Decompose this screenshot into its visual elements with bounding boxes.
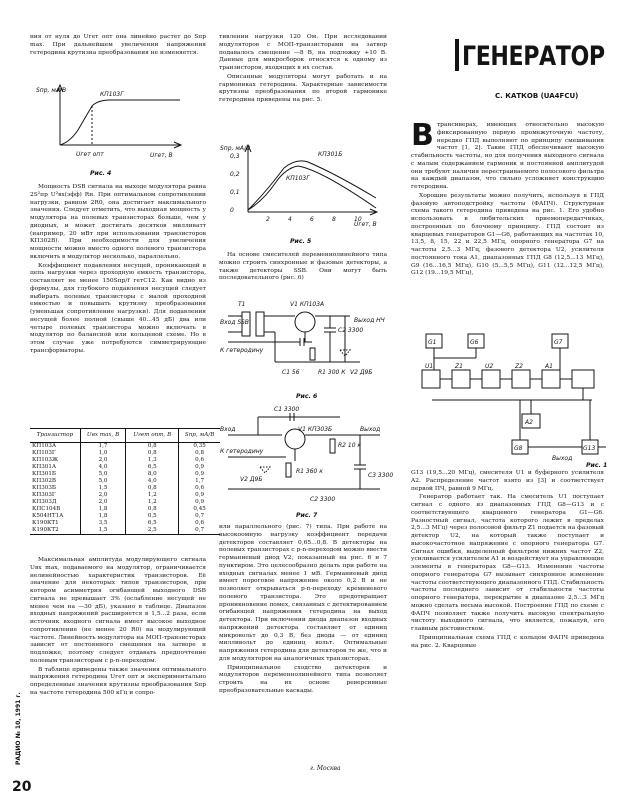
fig5-x-tick: 6 — [310, 216, 314, 223]
fig1-output: Выход — [552, 455, 573, 462]
fig7-caption: Рис. 7 — [296, 512, 318, 519]
table-cell: 0,7 — [179, 513, 220, 520]
fig4-x-label: Uгет, В — [150, 152, 173, 159]
table-cell: 5,0 — [80, 478, 126, 485]
table-cell: КП302В — [32, 478, 56, 484]
table-row — [30, 464, 220, 471]
fig5-y-tick: 0,2 — [230, 171, 240, 178]
table-row — [30, 457, 220, 464]
table-cell: 1,2 — [126, 499, 179, 506]
fig6-r1: R1 300 К — [318, 369, 346, 376]
fig7-lo: К гетеродину — [220, 448, 264, 455]
col3-p5: Принципиальная схема ГПД с кольцом ФАПЧ приведена на рис. 2. Кварцевые — [411, 634, 604, 649]
figure-1 — [412, 330, 607, 465]
fig6-output: Выход НЧ — [354, 317, 385, 324]
table-cell: 6,5 — [126, 464, 179, 471]
column-1-continued — [30, 184, 206, 356]
table-cell: 2,0 — [80, 499, 126, 506]
col2-p4: или параллельного (рис. 7) типа. При работе на высокоомную нагрузку коэффициент передачи детекторов составляет 0,65...0,8. В детекторы на полевых транзисторах с p-n-переходом можно ввести германиевый диод V2, показанный на рис. 6 и 7 пунктиром. Это целесообразно делать при работе на входных сигналах менее 1 мВ. Германиевый диод имеет пороговое напряжение около 0,2 В и не позволяет открываться p-n-переходу кремниевого полевого транзистора. Это предотвращает проникновение помех, связанных с детектированием огибающей напряжения гетеродина на выход детектора. При включении диода диапазон входных напряжений детектора составляет от единиц микровольт до 0,3 В, без диода — от единиц милливольт до единиц вольт. Оптимальные напряжения гетеродина для детекторов те же, что и для модуляторов на аналогичных транзисторах. — [219, 524, 387, 662]
fig6-c2: C2 3300 — [338, 327, 364, 334]
table-cell: КП303Д — [32, 499, 57, 505]
fig1-caption: Рис. 1 — [586, 462, 608, 469]
city-signature: г. Москва — [310, 765, 341, 772]
fig5-x-tick: 8 — [332, 216, 336, 223]
table-cell: 0,8 — [179, 450, 220, 457]
fig1-g1: G1 — [428, 339, 437, 346]
fig7-v2: V2 Д9Б — [240, 476, 263, 483]
table-header-ulo: Uгет опт, В — [126, 429, 179, 443]
table-row — [30, 520, 220, 527]
table-row — [30, 471, 220, 478]
figure-5 — [220, 140, 386, 235]
fig7-output: Выход — [360, 426, 381, 433]
table-header-uin: Uвх max, В — [80, 429, 126, 443]
fig5-y-tick: 0,3 — [230, 153, 240, 160]
table-cell: КП103А — [32, 443, 57, 449]
table-cell: 1,5 — [80, 527, 126, 535]
fig1-z2: Z2 — [515, 363, 523, 370]
fig6-v2: V2 Д9Б — [350, 369, 373, 376]
journal-sidebar: РАДИО № 10, 1991 г. — [15, 692, 22, 765]
fig6-input: Вход SSB — [220, 319, 249, 326]
table-cell: 0,7 — [179, 527, 220, 535]
table-cell: 3,5 — [80, 520, 126, 527]
fig1-a2: A2 — [525, 419, 533, 426]
article-author: С. КАТКОВ (UA4FCU) — [495, 92, 579, 100]
fig5-x-label: Uгет, В — [354, 221, 377, 228]
table-cell: 2,5 — [126, 527, 179, 535]
col1-p4: Максимальная амплитуда модулирующего сигнала Uвх max, подаваемого на модулятор, ограничивается нелинейностью характеристик транзисторов. Её значение для некоторых типов транзисторов, при котором асимметрия огибающей выходного DSB сигнала не превышает 3% (ослабление несущей не менее чем на —30 дБ), указано в таблице. Диапазон входных напряжений расширяется в 1,5...2 раза, если источник входного сигнала имеет высокое выходное сопротивление (не менее 20 R0) на модулирующей частоте. Линейность модулятора на МОП-транзисторах зависит от постоянного смещения на затворе и подложке, поэтому следует отдавать предпочтение полевым транзисторам с p-n-переходом. — [30, 557, 206, 664]
fig5-x-tick: 10 — [354, 216, 362, 223]
column-2 — [219, 34, 387, 105]
table-cell: 2,0 — [80, 492, 126, 499]
table-cell: 0,9 — [179, 492, 220, 499]
column-1-bottom — [30, 557, 206, 698]
table-cell: 4,0 — [126, 478, 179, 485]
figure-4 — [36, 80, 190, 165]
fig7-v1: V1 КП303Б — [298, 426, 333, 433]
drop-cap: В — [411, 118, 434, 153]
fig5-y-tick: 0 — [230, 207, 234, 214]
fig7-c2: C2 3300 — [310, 496, 336, 503]
table-cell: 0,9 — [179, 464, 220, 471]
col1-p2: Мощность DSB сигнала на выходе модулятора равна 2S²пр U²вх(эфф) Rн. При оптимальном сопротивлении нагрузки, равном 2R0, она достигает максимального значения. Следует отметить, что выходная мощность у модулятора на полевых транзисторах больше, чем у диодных, и может достигать десятков милливатт (например, 20 мВт при использовании транзисторов КП302В). При необходимости для увеличения мощности можно вместо одного полевого транзистора включить в модулятор несколько, параллельно. — [30, 184, 206, 260]
table-cell: 1,2 — [126, 492, 179, 499]
fig4-y-label: Sпр, мА/В — [36, 87, 67, 94]
table-cell: 1,8 — [80, 506, 126, 513]
table-row — [30, 485, 220, 492]
table-cell: 0,6 — [179, 485, 220, 492]
fig1-u1: U1 — [425, 363, 434, 370]
col2-p3: На основе смесителей переменнолинейного типа можно строить синхронные и фазовые детекторы, а также детекторы SSB. Они могут быть последовательного (рис. 6) — [219, 252, 387, 282]
table-cell: 4,0 — [80, 464, 126, 471]
table-cell: 1,7 — [80, 443, 126, 451]
table-cell: КП301Б — [32, 471, 56, 477]
article-heading: ГЕНЕРАТОР — [462, 41, 605, 72]
fig6-t1: T1 — [238, 301, 246, 308]
table-cell: 0,6 — [179, 457, 220, 464]
column-2-middle — [219, 252, 387, 283]
fig5-y-label: Sпр, мА/В — [220, 145, 251, 152]
figure-7 — [220, 405, 394, 510]
table-cell: 1,8 — [80, 513, 126, 520]
table-cell: К190КТ2 — [30, 527, 80, 535]
table-cell: 8,0 — [126, 471, 179, 478]
table-cell: 1,0 — [80, 450, 126, 457]
col3-p4: Генератор работает так. На смеситель U1 поступает сигнал с одного из диапазонных ГПД G8—G13 и с соответствующего кварцевого генератора G1—G6. Разностный сигнал, частота которого лежит в пределах 2,5...3 МГц) через полосовой фильтр Z1 подается на фазовый детектор U2, на который также поступает и высокочастотное напряжение с опорного генератора G7. Сигнал ошибки, выделенный фильтром нижних частот Z2, усиливается усилителем A1 и воздействует на управляющие элементы в генераторах G8—G13. Изменение частоты опорного генератора G7 вызывает синхронное изменение частоты соответствующего диапазонного ГПД. Стабильность частоты последнего зависит от стабильности частоты опорного генератора, перекрытие в диапазоне 2,5...3 МГц можно сделать весьма высокой. Построение ГПД по схеме с ФАПЧ позволяет также получить высокую спектральную чистоту выходного сигнала, что является, пожалуй, его главным достоинством. — [411, 494, 604, 632]
table-cell: 6,5 — [126, 520, 179, 527]
table-cell: 0,8 — [126, 450, 179, 457]
fig5-caption: Рис. 5 — [290, 238, 312, 245]
fig7-r1: R1 360 к — [296, 468, 323, 475]
fig7-input: Вход — [220, 426, 236, 433]
table-header-s: Sпр, мА/В — [179, 429, 220, 443]
column-3 — [411, 118, 604, 278]
table-cell: 5,0 — [80, 471, 126, 478]
table-cell: 0,5 — [126, 513, 179, 520]
table-body — [30, 443, 220, 535]
fig1-a1: A1 — [545, 363, 553, 370]
col2-p5: Принципиальное сходство детекторов и модуляторов переменнолинейного типа позволяет строить на их основе реверсивные преобразовательные каскады. — [219, 664, 387, 694]
column-2-bottom — [219, 524, 387, 696]
table-cell: 0,8 — [126, 443, 179, 451]
table-row — [30, 513, 220, 520]
fig4-curve-label: КП103Г — [100, 91, 124, 98]
fig6-c1: C1 56 — [282, 369, 300, 376]
fig5-curve-1: КП301Б — [318, 151, 343, 158]
fig1-z1: Z1 — [455, 363, 463, 370]
table-cell: К190КТ1 — [32, 520, 59, 526]
table-cell: КП303Г — [32, 492, 56, 498]
fig5-y-tick: 0,1 — [230, 189, 240, 196]
table-row — [30, 443, 220, 451]
figure-6 — [220, 292, 390, 392]
col3-p3: G13 (19,5...20 МГц), смесителя U1 и буферного усилителя A2. Распределение частот взято из [3] и соответствует первой ПЧ, равной 9 МГц. — [411, 470, 604, 492]
table-cell: КПС104В — [32, 506, 61, 512]
table-cell: К504НТ1А — [32, 513, 64, 519]
fig5-curve-2: КП103Г — [286, 175, 310, 182]
column-3-bottom — [411, 470, 604, 650]
table-row — [30, 506, 220, 513]
fig1-g8: G8 — [514, 445, 523, 452]
column-1 — [30, 34, 206, 57]
fig4-caption: Рис. 4 — [90, 170, 112, 177]
fig1-g7: G7 — [554, 339, 563, 346]
table-row — [30, 478, 220, 485]
table-cell: 0,8 — [126, 506, 179, 513]
table-cell: КП103Г — [32, 450, 56, 456]
fig7-r2: R2 10 к — [338, 442, 362, 449]
fig6-lo: К гетеродину — [220, 347, 264, 354]
table-cell: 0,35 — [179, 443, 220, 451]
fig7-c1: C1 3300 — [274, 406, 300, 413]
fig1-g6: G6 — [470, 339, 479, 346]
table-cell: 1,5 — [80, 485, 126, 492]
table-row — [30, 499, 220, 506]
page-number: 20 — [12, 779, 32, 795]
table-row — [30, 450, 220, 457]
table-header-transistor: Транзистор — [30, 429, 80, 443]
transistor-table — [30, 428, 220, 535]
col1-p5: В таблице приведены также значения оптимального напряжения гетеродина Uгет опт и экспериментально определенные значения крутизны преобразования Sпр на частоте гетеродина 500 кГц и сопро- — [30, 666, 206, 696]
table-cell: КП303Б — [32, 485, 56, 491]
col2-p1: тивлении нагрузки 120 Ом. При исследовании модуляторов с МОП-транзисторами на затвор подавалось смещение —8 В, на подложку +10 В. Данные для микросборок относятся к одному из транзисторов, входящих в их состав. — [219, 34, 387, 71]
fig6-caption: Рис. 6 — [296, 393, 318, 400]
col3-p1: трансиверах, имеющих относительно высокую фиксированную первую промежуточную частоту, нередко ГПД выполняют по принципу смешивания частот [1, 2]. Такие ГПД обеспечивают высокую стабильность частоты, но для получения выходного сигнала с малым содержанием гармоник и постоянной амплитудой они требуют наличия перестраиваемого полосового фильтра на каждый диапазон, что сильно усложняет конструкцию гетеродина. — [411, 122, 604, 190]
fig1-u2: U2 — [485, 363, 494, 370]
table-cell: 0,9 — [179, 499, 220, 506]
fig1-g13: G13 — [583, 445, 596, 452]
col2-p2: Описанные модуляторы могут работать и на гармониках гетеродина. Характерные зависимости крутизны преобразования по второй гармонике гетеродина приведены на рис. 5. — [219, 73, 387, 103]
table-cell: 0,8 — [126, 485, 179, 492]
fig5-x-tick: 4 — [288, 216, 292, 223]
fig4-x-tick: Uгет опт — [76, 151, 104, 158]
fig7-c3: C3 3300 — [368, 472, 394, 479]
table-cell: 0,45 — [179, 506, 220, 513]
table-cell: 2,0 — [80, 457, 126, 464]
table-cell: 1,7 — [179, 478, 220, 485]
col1-p3: Коэффициент подавления несущей, проникающей в цепь нагрузки через проходную емкость транзистора, составляет не менее 150Sпр/f гетC12. Как видно из формулы, для глубокого подавления несущей следует выбирать полевые транзисторы с малой проходной емкостью и повышать крутизну преобразования (уменьшая сопротивление нагрузки). Для подавления несущей более полной (свыше 40...45 дБ) два или четыре полевых транзистора можно включать в модулятор по балансной или кольцевой схеме. Но в этом случае уже потребуются симметрирующие трансформаторы. — [30, 262, 206, 354]
table-row — [30, 527, 220, 535]
fig6-v1: V1 КП103А — [290, 301, 325, 308]
table-row — [30, 492, 220, 499]
col1-p1: ния от нуля до Uгет опт она линейно растет до Sпр max. При дальнейшем увеличении напряжения гетеродина крутизна преобразования не изменяется. — [30, 34, 206, 56]
heading-bar — [455, 39, 459, 71]
col3-p2: Хорошие результаты можно получить, используя в ГПД фазовую автоподстройку частоты (ФАПЧ). Структурная схема такого гетеродина приведена на рис. 1. Его удобно использовать в любительских приемопередатчиках, построенных по блочному принципу. ГПД состоит из кварцевых генераторов G1—G6, работающих на частотах 10, 13,5, 8, 15, 22 и 22,5 МГц, опорного генератора G7 на частоты 2,5...3 МГц, фазового детектора U2, усилителя постоянного тока A1, диапазонных ГПД G8 (12,5...13 МГц), G9 (16...16,5 МГц), G10 (5...5,5 МГц), G11 (12...12,5 МГц), G12 (19...19,5 МГц), — [411, 192, 604, 277]
table-cell: 0,6 — [179, 520, 220, 527]
table-cell: КП103Ж — [32, 457, 59, 463]
fig5-x-tick: 2 — [266, 216, 270, 223]
table-cell: КП301А — [32, 464, 57, 470]
table-cell: 0,9 — [179, 471, 220, 478]
table-cell: 1,3 — [126, 457, 179, 464]
